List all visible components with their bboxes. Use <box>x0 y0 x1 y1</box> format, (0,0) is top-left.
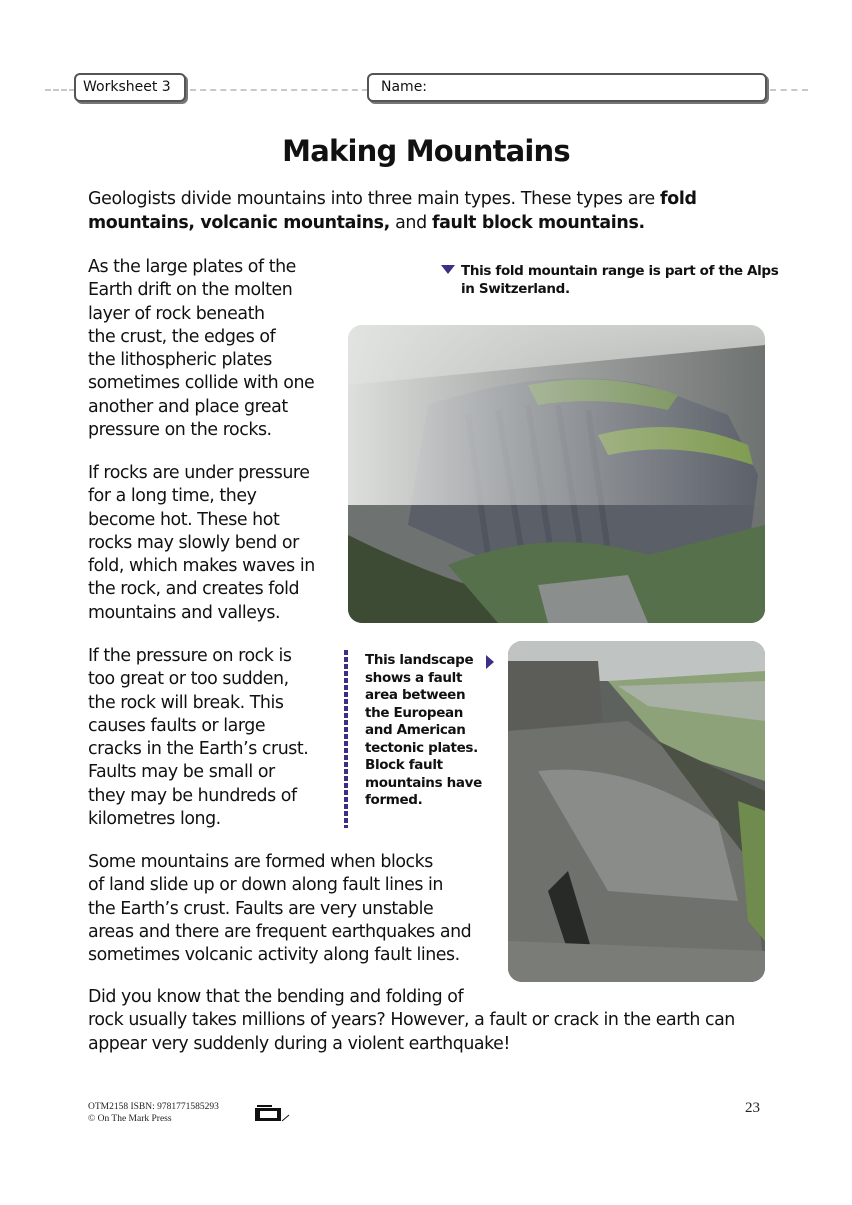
intro-text: Geologists divide mountains into three main types. These types are <box>88 189 661 209</box>
worksheet-label-box <box>74 73 186 102</box>
paragraph-fault-blocks: Some mountains are formed when blocks of land slide up or down along fault lines in the Earth’s crust. Faults are very unstable areas and there are frequent earthquakes and sometimes volcanic activity along fault lines. <box>88 852 472 966</box>
intro-text: and <box>389 212 432 233</box>
publisher-logo-icon <box>252 1103 292 1123</box>
paragraph-fold: If rocks are under pressure for a long time, they become hot. These hot rocks may slowly bend or fold, which makes waves in the rock, and creates fold mountains and valleys. <box>88 463 315 623</box>
worksheet-label: Worksheet 3 <box>83 79 171 95</box>
header-dashed-line <box>770 89 808 91</box>
intro-paragraph <box>88 188 768 235</box>
fold-photo-caption: This fold mountain range is part of the Alps in Switzerland. <box>461 263 779 297</box>
caption-pointer-down-icon <box>440 264 456 275</box>
footer-code: OTM2158 ISBN: 9781771585293 <box>88 1102 219 1112</box>
fold-mountain-photo <box>348 325 765 623</box>
intro-bold-types: fold mountains, volcanic mountains, <box>88 189 697 233</box>
paragraph-plates: As the large plates of the Earth drift on the molten layer of rock beneath the crust, the edges of the lithospheric plates sometimes collide with one another and place great pressure on the rocks. <box>88 257 315 441</box>
paragraph-faults: If the pressure on rock is too great or too sudden, the rock will break. This causes faults or large cracks in the Earth’s crust. Faults may be small or they may be hundreds of kilometres long. <box>88 646 309 830</box>
paragraph-did-you-know: Did you know that the bending and folding of rock usually takes millions of years? However, a fault or crack in the earth can appear very suddenly during a violent earthquake! <box>88 987 735 1054</box>
header-dashed-line <box>190 89 368 91</box>
header-dashed-line <box>45 89 75 91</box>
intro-bold-fault: fault block mountains. <box>431 212 645 233</box>
fault-photo-caption: This landscape shows a fault area between the European and American tectonic plates. Block fault mountains have formed. <box>365 652 482 808</box>
footer-copyright: © On The Mark Press <box>88 1114 172 1124</box>
caption-dotted-divider <box>342 648 350 830</box>
fault-landscape-photo <box>508 641 765 982</box>
name-field[interactable] <box>367 73 767 102</box>
footer-info <box>88 1101 219 1125</box>
caption-pointer-right-icon <box>485 654 495 670</box>
page-number: 23 <box>745 1100 760 1116</box>
page-title: Making Mountains <box>282 134 570 168</box>
name-label: Name: <box>381 79 428 95</box>
